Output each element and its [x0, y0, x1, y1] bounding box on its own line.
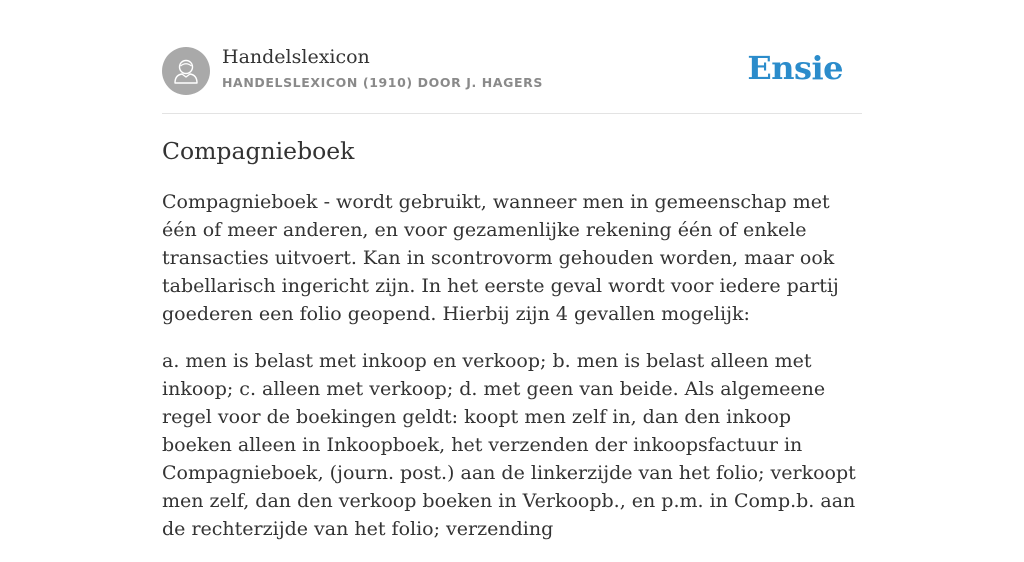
content-container	[162, 0, 862, 540]
user-icon	[162, 47, 210, 95]
ensie-logo[interactable]: Ensie	[747, 49, 843, 87]
article-body	[162, 188, 862, 562]
avatar[interactable]	[162, 47, 210, 95]
source-header	[162, 0, 862, 114]
article-paragraph: a. men is belast met inkoop en verkoop; b. men is belast alleen met inkoop; c. alleen met verkoop; d. met geen van beide. Als algemeene regel voor de boekingen geldt: koopt men zelf in, dan den inkoop boeken alleen in Inkoopboek, het verzenden der inkoopsfactuur in Compagnieboek, (journ. post.) aan de linkerzijde van het folio; verkoopt men zelf, dan den verkoop boeken in Verkoopb., en p.m. in Comp.b. aan de rechterzijde van het folio; verzending	[162, 350, 856, 540]
article-paragraph: Compagnieboek - wordt gebruikt, wanneer men in gemeenschap met één of meer anderen, en voor gezamenlijke rekening één of enkele transacties uitvoert. Kan in scontrovorm gehouden worden, maar ook tabellarisch ingericht zijn. In het eerste geval wordt voor iedere partij goederen een folio geopend. Hierbij zijn 4 gevallen mogelijk:	[162, 191, 839, 325]
source-subtitle: HANDELSLEXICON (1910) DOOR J. HAGERS	[222, 75, 543, 90]
source-name[interactable]: Handelslexicon	[222, 46, 370, 68]
article-title: Compagnieboek	[162, 137, 355, 165]
